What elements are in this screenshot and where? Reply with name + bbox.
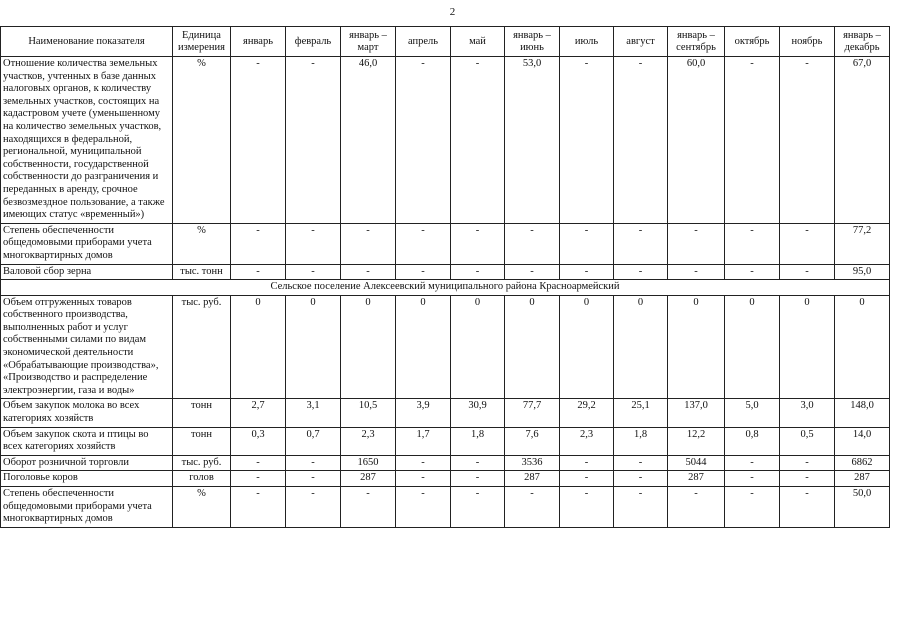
table-row xyxy=(1,223,890,264)
value-cell: - xyxy=(451,223,505,264)
value-cell: 30,9 xyxy=(451,399,505,427)
value-cell: - xyxy=(780,455,835,471)
value-cell: - xyxy=(668,487,725,528)
value-cell: 53,0 xyxy=(505,57,560,224)
value-cell: - xyxy=(341,223,396,264)
value-cell: - xyxy=(451,471,505,487)
value-cell: 46,0 xyxy=(341,57,396,224)
value-cell: - xyxy=(614,264,668,280)
header-cell: январь – июнь xyxy=(505,27,560,57)
value-cell: 1650 xyxy=(341,455,396,471)
header-cell: Единица измерения xyxy=(173,27,231,57)
indicator-name: Степень обеспеченности общедомовыми приборами учета многоквартирных домов xyxy=(1,487,173,528)
value-cell: - xyxy=(286,223,341,264)
value-cell: 0,8 xyxy=(725,427,780,455)
value-cell: 29,2 xyxy=(560,399,614,427)
indicator-name: Оборот розничной торговли xyxy=(1,455,173,471)
value-cell: - xyxy=(725,57,780,224)
value-cell: 0,3 xyxy=(231,427,286,455)
table-body xyxy=(1,57,890,528)
indicator-name: Степень обеспеченности общедомовыми приборами учета многоквартирных домов xyxy=(1,223,173,264)
value-cell: 287 xyxy=(505,471,560,487)
value-cell: - xyxy=(231,223,286,264)
table-row xyxy=(1,471,890,487)
header-cell: май xyxy=(451,27,505,57)
section-row xyxy=(1,280,890,296)
value-cell: 0 xyxy=(341,295,396,399)
value-cell: 0 xyxy=(780,295,835,399)
value-cell: - xyxy=(231,471,286,487)
value-cell: - xyxy=(560,471,614,487)
header-cell: январь – декабрь xyxy=(835,27,890,57)
header-cell: апрель xyxy=(396,27,451,57)
value-cell: - xyxy=(231,264,286,280)
header-row xyxy=(1,27,890,57)
unit-cell: тонн xyxy=(173,399,231,427)
page-number: 2 xyxy=(449,6,456,18)
value-cell: 0,5 xyxy=(780,427,835,455)
value-cell: - xyxy=(451,487,505,528)
value-cell: 2,3 xyxy=(341,427,396,455)
value-cell: - xyxy=(614,487,668,528)
value-cell: 3,0 xyxy=(780,399,835,427)
value-cell: 67,0 xyxy=(835,57,890,224)
table-row xyxy=(1,295,890,399)
table-row xyxy=(1,57,890,224)
value-cell: - xyxy=(231,455,286,471)
value-cell: - xyxy=(725,264,780,280)
value-cell: - xyxy=(286,471,341,487)
value-cell: 25,1 xyxy=(614,399,668,427)
indicator-name: Объем закупок скота и птицы во всех категориях хозяйств xyxy=(1,427,173,455)
value-cell: 5044 xyxy=(668,455,725,471)
unit-cell: тыс. руб. xyxy=(173,295,231,399)
value-cell: - xyxy=(286,487,341,528)
value-cell: - xyxy=(668,264,725,280)
value-cell: - xyxy=(286,57,341,224)
value-cell: 287 xyxy=(341,471,396,487)
value-cell: 0 xyxy=(505,295,560,399)
value-cell: - xyxy=(668,223,725,264)
unit-cell: голов xyxy=(173,471,231,487)
header-cell: февраль xyxy=(286,27,341,57)
table-row xyxy=(1,264,890,280)
value-cell: 1,8 xyxy=(451,427,505,455)
indicator-name: Объем закупок молока во всех категориях хозяйств xyxy=(1,399,173,427)
value-cell: 5,0 xyxy=(725,399,780,427)
value-cell: - xyxy=(725,223,780,264)
indicator-name: Объем отгруженных товаров собственного производства, выполненных работ и услуг собственными силами по видам экономической деятельности «Обрабатывающие производства», «Производство и распределение электроэнергии, газа и воды» xyxy=(1,295,173,399)
value-cell: 0 xyxy=(396,295,451,399)
table-row xyxy=(1,455,890,471)
value-cell: 95,0 xyxy=(835,264,890,280)
table-row xyxy=(1,399,890,427)
value-cell: 77,7 xyxy=(505,399,560,427)
value-cell: - xyxy=(780,223,835,264)
value-cell: 0 xyxy=(560,295,614,399)
header-cell: июль xyxy=(560,27,614,57)
value-cell: 7,6 xyxy=(505,427,560,455)
value-cell: - xyxy=(780,57,835,224)
value-cell: 0 xyxy=(668,295,725,399)
value-cell: - xyxy=(560,264,614,280)
value-cell: - xyxy=(614,57,668,224)
table-row xyxy=(1,487,890,528)
value-cell: - xyxy=(560,455,614,471)
value-cell: - xyxy=(286,264,341,280)
value-cell: - xyxy=(505,487,560,528)
value-cell: 14,0 xyxy=(835,427,890,455)
value-cell: 0 xyxy=(231,295,286,399)
indicators-table xyxy=(0,26,890,528)
value-cell: 12,2 xyxy=(668,427,725,455)
header-cell: январь xyxy=(231,27,286,57)
value-cell: 3536 xyxy=(505,455,560,471)
indicator-name: Валовой сбор зерна xyxy=(1,264,173,280)
value-cell: 137,0 xyxy=(668,399,725,427)
value-cell: - xyxy=(780,471,835,487)
value-cell: 287 xyxy=(668,471,725,487)
section-title: Сельское поселение Алексеевский муниципального района Красноармейский xyxy=(1,280,890,296)
header-cell: январь – сентябрь xyxy=(668,27,725,57)
value-cell: - xyxy=(286,455,341,471)
header-cell: январь – март xyxy=(341,27,396,57)
value-cell: - xyxy=(725,471,780,487)
value-cell: 50,0 xyxy=(835,487,890,528)
table-row xyxy=(1,427,890,455)
value-cell: - xyxy=(341,264,396,280)
value-cell: 0 xyxy=(614,295,668,399)
value-cell: - xyxy=(780,264,835,280)
value-cell: 0 xyxy=(286,295,341,399)
value-cell: - xyxy=(396,487,451,528)
value-cell: - xyxy=(560,487,614,528)
value-cell: - xyxy=(725,455,780,471)
value-cell: 1,7 xyxy=(396,427,451,455)
value-cell: 10,5 xyxy=(341,399,396,427)
value-cell: 1,8 xyxy=(614,427,668,455)
value-cell: - xyxy=(396,57,451,224)
value-cell: 77,2 xyxy=(835,223,890,264)
unit-cell: % xyxy=(173,487,231,528)
value-cell: 148,0 xyxy=(835,399,890,427)
value-cell: 60,0 xyxy=(668,57,725,224)
header-cell: Наименование показателя xyxy=(1,27,173,57)
header-cell: ноябрь xyxy=(780,27,835,57)
value-cell: 0,7 xyxy=(286,427,341,455)
value-cell: 2,7 xyxy=(231,399,286,427)
value-cell: - xyxy=(396,264,451,280)
unit-cell: тонн xyxy=(173,427,231,455)
value-cell: - xyxy=(560,223,614,264)
value-cell: - xyxy=(396,455,451,471)
value-cell: - xyxy=(396,223,451,264)
value-cell: 6862 xyxy=(835,455,890,471)
value-cell: - xyxy=(505,223,560,264)
unit-cell: % xyxy=(173,57,231,224)
value-cell: - xyxy=(451,57,505,224)
indicator-name: Отношение количества земельных участков, учтенных в базе данных налоговых органов, к количеству земельных участков, состоящих на кадастровом учете (уменьшенному на количество земельных участков, находящихся в федеральной, региональной, муниципальной собственности, государственной собственности до разграничения и переданных в аренду, срочное безвозмездное пользование, а также имеющих статус «временный») xyxy=(1,57,173,224)
header-cell: октябрь xyxy=(725,27,780,57)
unit-cell: тыс. руб. xyxy=(173,455,231,471)
value-cell: 0 xyxy=(725,295,780,399)
value-cell: - xyxy=(780,487,835,528)
header-cell: август xyxy=(614,27,668,57)
unit-cell: % xyxy=(173,223,231,264)
value-cell: - xyxy=(614,223,668,264)
value-cell: 3,1 xyxy=(286,399,341,427)
unit-cell: тыс. тонн xyxy=(173,264,231,280)
value-cell: 0 xyxy=(451,295,505,399)
value-cell: - xyxy=(341,487,396,528)
value-cell: - xyxy=(614,471,668,487)
value-cell: - xyxy=(725,487,780,528)
value-cell: - xyxy=(451,455,505,471)
value-cell: 0 xyxy=(835,295,890,399)
indicator-name: Поголовье коров xyxy=(1,471,173,487)
value-cell: - xyxy=(451,264,505,280)
value-cell: 287 xyxy=(835,471,890,487)
value-cell: - xyxy=(231,57,286,224)
value-cell: - xyxy=(231,487,286,528)
value-cell: - xyxy=(614,455,668,471)
value-cell: - xyxy=(560,57,614,224)
value-cell: - xyxy=(505,264,560,280)
value-cell: 2,3 xyxy=(560,427,614,455)
value-cell: 3,9 xyxy=(396,399,451,427)
value-cell: - xyxy=(396,471,451,487)
